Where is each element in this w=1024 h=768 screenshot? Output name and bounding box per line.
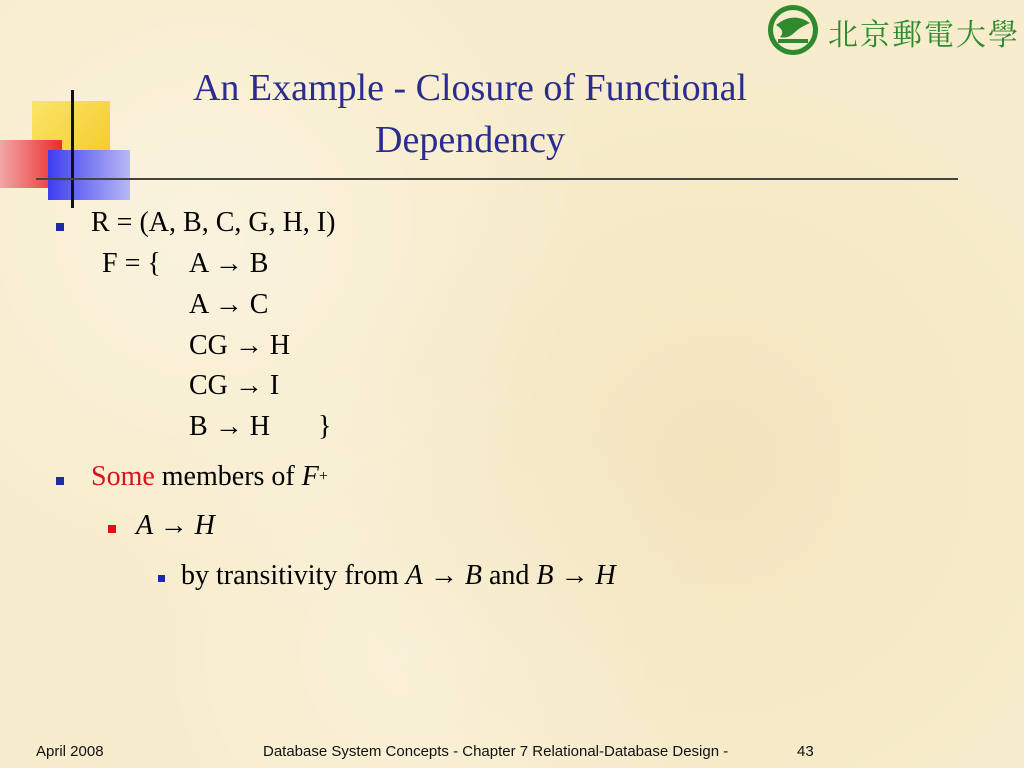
arrow-icon: → — [214, 248, 243, 279]
arrow-icon: → — [234, 330, 263, 361]
slide-title-line1: An Example - Closure of Functional — [192, 67, 748, 109]
footer-date: April 2008 — [36, 743, 104, 760]
footer-course: Database System Concepts - Chapter 7 Relational-Database Design - — [263, 743, 729, 760]
bullet-icon — [56, 223, 64, 231]
arrow-icon: → — [159, 510, 188, 541]
derived-fd: A → H — [136, 510, 215, 541]
fd-item: A → C — [189, 289, 269, 320]
bullet-icon — [56, 477, 64, 485]
relation-schema: R = (A, B, C, G, H, I) — [91, 207, 336, 238]
sub-sub-bullet-icon — [158, 575, 165, 582]
members-heading: Some members of F+ — [91, 461, 328, 492]
fd-set-open: F = { — [102, 248, 161, 279]
arrow-icon: → — [214, 289, 243, 320]
fd-item: A → B — [189, 248, 269, 279]
arrow-icon: → — [429, 560, 458, 591]
university-name-logo: 北京郵電大學 — [828, 18, 1020, 53]
fd-item: CG → I — [189, 370, 280, 401]
fd-item: B → H — [189, 411, 270, 442]
arrow-icon: → — [214, 411, 243, 442]
footer-page-number: 43 — [797, 743, 814, 760]
arrow-icon: → — [560, 560, 589, 591]
arrow-icon: → — [234, 370, 263, 401]
decor-blue-square — [48, 150, 130, 200]
sub-bullet-icon — [108, 525, 116, 533]
slide-title-line2: Dependency — [375, 119, 565, 161]
fd-item: CG → H — [189, 330, 291, 361]
university-emblem-icon — [766, 3, 820, 57]
slide-title — [120, 62, 820, 166]
title-divider-line — [36, 178, 958, 180]
derivation-reason: by transitivity from A → B and B → H — [181, 560, 616, 591]
fd-set-close: } — [318, 411, 332, 442]
decor-vertical-line — [71, 90, 74, 208]
